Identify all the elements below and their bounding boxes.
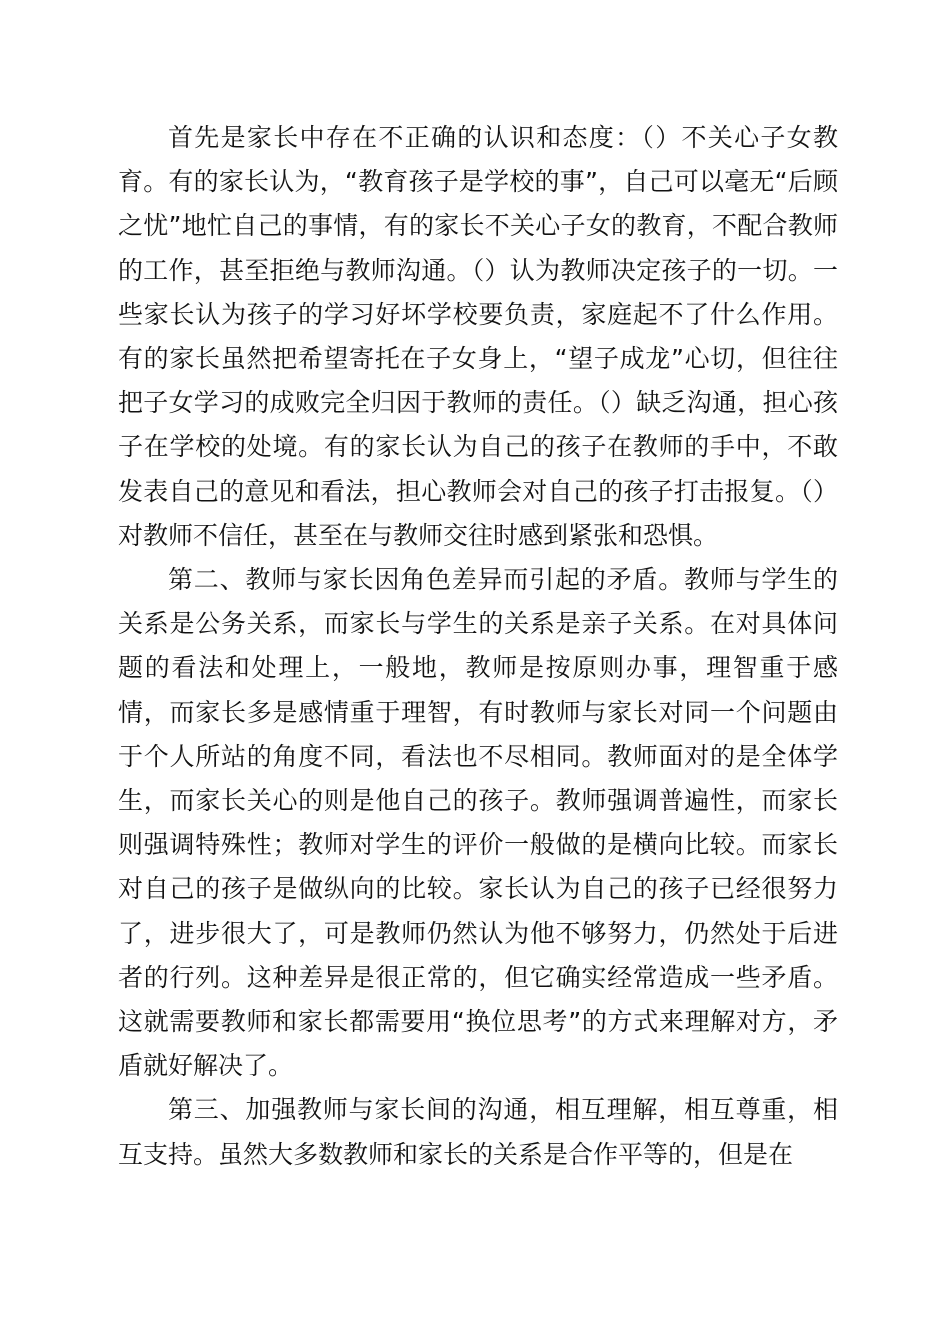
document-body: [118, 116, 838, 1177]
paragraph-communication: 第三、加强教师与家长间的沟通，相互理解，相互尊重，相互支持。虽然大多数教师和家长的关系是合作平等的，但是在: [118, 1095, 838, 1169]
paragraph-role-differences: 第二、教师与家长因角色差异而引起的矛盾。教师与学生的关系是公务关系，而家长与学生的关系是亲子关系。在对具体问题的看法和处理上，一般地，教师是按原则办事，理智重于感情，而家长多是感情重于理智，有时教师与家长对同一个问题由于个人所站的角度不同，看法也不尽相同。教师面对的是全体学生，而家长关心的则是他自己的孩子。教师强调普遍性，而家长则强调特殊性；教师对学生的评价一般做的是横向比较。而家长对自己的孩子是做纵向的比较。家长认为自己的孩子已经很努力了，进步很大了，可是教师仍然认为他不够努力，仍然处于后进者的行列。这种差异是很正常的，但它确实经常造成一些矛盾。这就需要教师和家长都需要用“换位思考”的方式来理解对方，矛盾就好解决了。: [118, 565, 838, 1081]
paragraph-parent-attitudes: 首先是家长中存在不正确的认识和态度：（）不关心子女教育。有的家长认为，“教育孩子是学校的事”，自己可以毫无“后顾之忧”地忙自己的事情，有的家长不关心子女的教育，不配合教师的工作，甚至拒绝与教师沟通。（）认为教师决定孩子的一切。一些家长认为孩子的学习好坏学校要负责，家庭起不了什么作用。有的家长虽然把希望寄托在子女身上，“望子成龙”心切，但往往把子女学习的成败完全归因于教师的责任。（）缺乏沟通，担心孩子在学校的处境。有的家长认为自己的孩子在教师的手中，不敢发表自己的意见和看法，担心教师会对自己的孩子打击报复。（）对教师不信任，甚至在与教师交往时感到紧张和恐惧。: [118, 123, 838, 550]
